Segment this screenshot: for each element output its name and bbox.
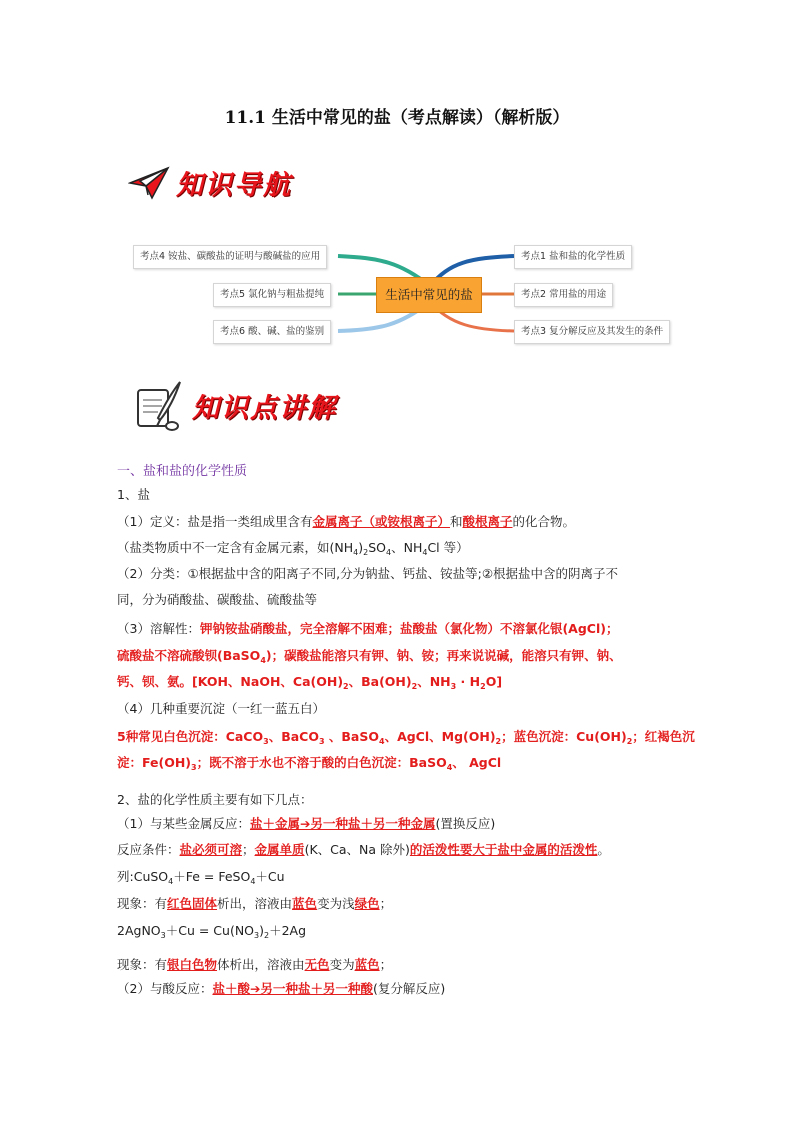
observation-1: 现象：有红色固体析出，溶液由蓝色变为浅绿色； — [117, 896, 393, 911]
note-line: （盐类物质中不一定含有金属元素，如$(NH_4)_2SO_4$、$NH_4Cl$ 等） — [117, 540, 469, 557]
page-title: 11.1 生活中常见的盐（考点解读）（解析版） — [224, 108, 570, 128]
equation-2: 2AgNO$_3$＋Cu = $Cu(NO_3)_2+2Ag$ — [117, 923, 307, 940]
observation-2: 现象：有银白色物体析出，溶液由无色变为蓝色； — [117, 957, 393, 972]
mindmap-connectors — [0, 0, 794, 400]
item-heading-chem-props: 2、盐的化学性质主要有如下几点： — [117, 792, 313, 807]
precipitate-line-1: 5种常见白色沉淀：CaCO$_3$、BaCO$_3$ 、BaSO$_4$、AgCl、$Mg(OH)_2$；蓝色沉淀：$Cu(OH)_2$；红褐色沉 — [117, 729, 695, 746]
mindmap-node-4: 考点4 铵盐、碳酸盐的证明与酸碱盐的应用 — [133, 245, 327, 269]
solubility-line-3: 钙、钡、氨。[KOH、NaOH、$Ca(OH)_2$、$Ba(OH)_2$、$NH_3 \cdot H_2O$] — [117, 674, 503, 691]
mindmap-center-node: 生活中常见的盐 — [376, 277, 482, 313]
knowledge-nav-title: 知识导航 — [176, 170, 292, 201]
mindmap-node-6: 考点6 酸、碱、盐的鉴别 — [213, 320, 331, 344]
precipitate-heading: （4）几种重要沉淀（一红一蓝五白） — [117, 701, 325, 716]
mindmap-node-5: 考点5 氯化钠与粗盐提纯 — [213, 283, 331, 307]
section-heading-1: 一、盐和盐的化学性质 — [117, 464, 248, 479]
mindmap-node-1: 考点1 盐和盐的化学性质 — [514, 245, 632, 269]
reaction-condition-line: 反应条件：盐必须可溶；金属单质(K、Ca、Na 除外)的活泼性要大于盐中金属的活泼性。 — [117, 842, 610, 857]
mindmap-node-3: 考点3 复分解反应及其发生的条件 — [514, 320, 670, 344]
classification-line-1: （2）分类：①根据盐中含的阳离子不同,分为钠盐、钙盐、铵盐等;②根据盐中含的阴离子不 — [117, 566, 619, 581]
reaction-metal-line: （1）与某些金属反应：盐＋金属➔另一种盐＋另一种金属(置换反应) — [117, 816, 496, 831]
solubility-line-1: （3）溶解性：钾钠铵盐硝酸盐，完全溶解不困难；盐酸盐（氯化物）不溶氯化银(AgCl)； — [117, 621, 619, 636]
classification-line-2: 同，分为硝酸盐、碳酸盐、硫酸盐等 — [117, 592, 318, 607]
solubility-line-2: 硫酸盐不溶硫酸钡(BaSO$_4$)；碳酸盐能溶只有钾、钠、铵；再来说说碱，能溶只有钾、钠、 — [117, 648, 622, 665]
scroll-quill-icon — [130, 378, 184, 432]
item-heading-salt: 1、盐 — [117, 487, 150, 502]
knowledge-explain-banner — [130, 378, 337, 432]
reaction-acid-line: （2）与酸反应：盐＋酸➔另一种盐＋另一种酸(复分解反应) — [117, 981, 446, 996]
equation-1: 列:CuSO$_4$＋Fe = FeSO$_4$＋Cu — [117, 869, 285, 886]
knowledge-explain-title: 知识点讲解 — [192, 392, 337, 424]
precipitate-line-2: 淀：$Fe(OH)_3$；既不溶于水也不溶于酸的白色沉淀：BaSO$_4$、 AgCl — [117, 755, 502, 772]
definition-line: （1）定义：盐是指一类组成里含有金属离子（或铵根离子）和酸根离子的化合物。 — [117, 514, 576, 529]
mindmap-node-2: 考点2 常用盐的用途 — [514, 283, 613, 307]
